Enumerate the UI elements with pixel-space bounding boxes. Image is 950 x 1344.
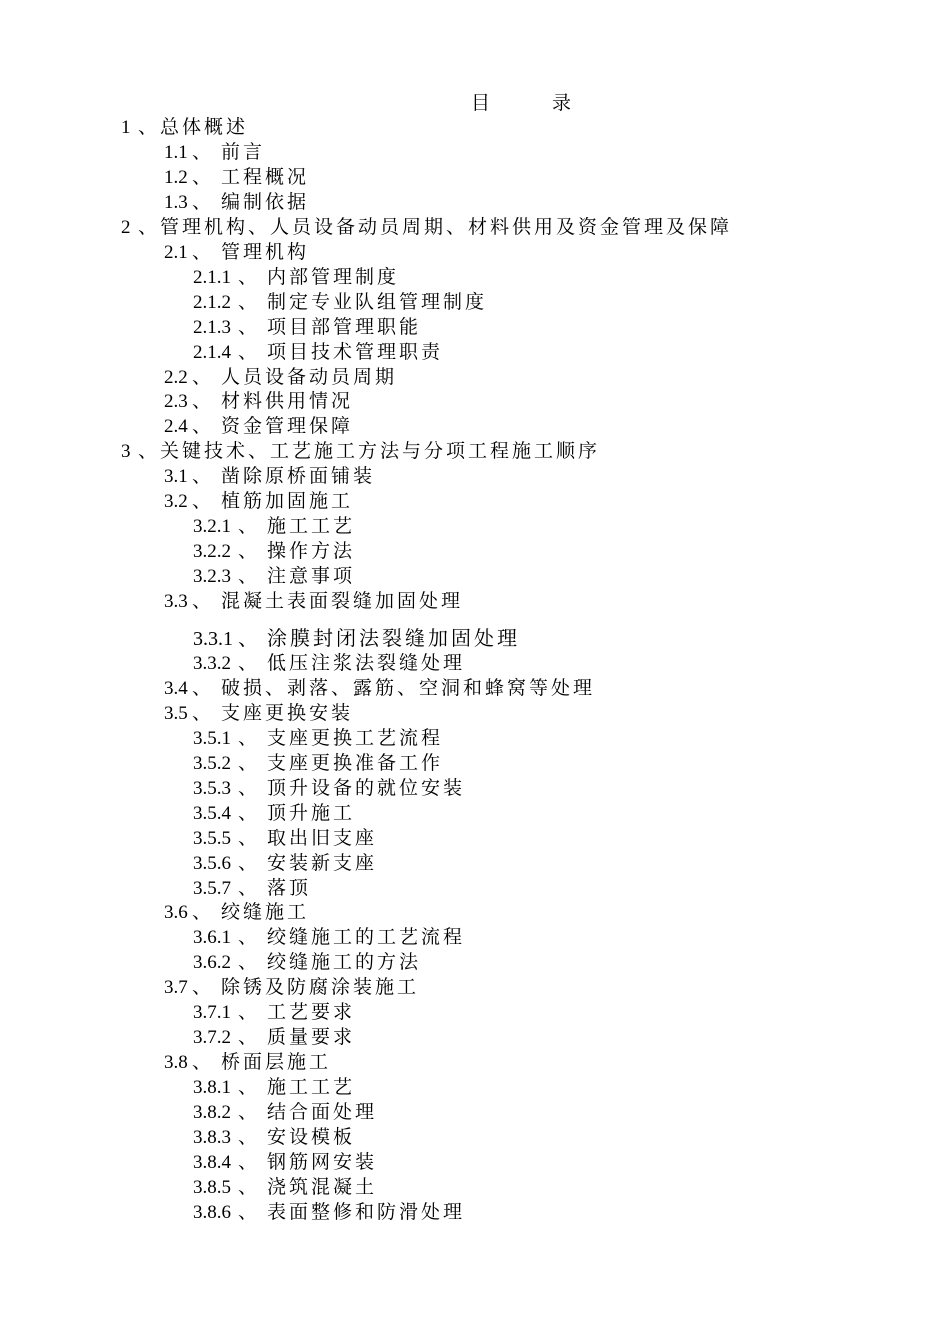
toc-entry-label: 除锈及防腐涂装施工 [221,976,420,998]
toc-entry-label: 低压注浆法裂缝处理 [267,652,466,674]
toc-entry-label: 操作方法 [267,540,356,562]
toc-entry-number: 3.8.4 [193,1152,231,1173]
toc-entry-number: 3.5 [164,703,188,724]
toc-entry-separator: 、 [192,901,212,923]
toc-entry-separator: 、 [238,565,258,587]
toc-entry[interactable] [164,414,353,439]
toc-entry-label: 工程概况 [221,166,310,188]
toc-entry[interactable] [164,240,309,265]
toc-entry-label: 浇筑混凝土 [267,1176,378,1198]
toc-entry-label: 绞缝施工 [221,901,310,923]
toc-entry-number: 2.2 [164,367,188,388]
toc-entry-label: 人员设备动员周期 [221,366,398,388]
toc-entry[interactable] [193,925,465,950]
toc-entry-number: 3.5.2 [193,753,231,774]
toc-entry-label: 项目技术管理职责 [267,341,444,363]
toc-entry-label: 项目部管理职能 [267,316,422,338]
toc-entry-number: 3.6.2 [193,952,231,973]
toc-entry[interactable] [164,676,595,701]
toc-entry-separator: 、 [192,976,212,998]
toc-entry-separator: 、 [238,266,258,288]
toc-entry-number: 2 [121,217,131,238]
toc-entry-label: 钢筋网安装 [267,1151,378,1173]
toc-entry-number: 3.8.5 [193,1177,231,1198]
toc-entry-number: 2.4 [164,416,188,437]
toc-entry[interactable] [193,876,311,901]
toc-entry-separator: 、 [138,216,158,238]
toc-entry-separator: 、 [192,166,212,188]
toc-entry-separator: 、 [238,1151,258,1173]
toc-entry[interactable] [164,140,265,165]
toc-entry-number: 3.2.3 [193,566,231,587]
toc-entry-separator: 、 [238,926,258,948]
toc-entry-separator: 、 [238,652,258,674]
toc-entry[interactable] [193,626,520,651]
toc-entry[interactable] [121,115,248,140]
toc-entry-separator: 、 [192,415,212,437]
toc-entry[interactable] [164,701,353,726]
toc-entry-label: 混凝土表面裂缝加固处理 [221,590,464,612]
toc-entry-separator: 、 [192,241,212,263]
toc-entry[interactable] [193,1075,355,1100]
toc-entry-separator: 、 [138,440,158,462]
toc-entry[interactable] [193,1025,355,1050]
toc-entry-number: 3.3.2 [193,653,231,674]
toc-entry-number: 3.7.1 [193,1002,231,1023]
toc-entry[interactable] [193,1150,377,1175]
toc-entry[interactable] [193,290,487,315]
toc-entry-number: 3.7.2 [193,1027,231,1048]
toc-entry[interactable] [193,651,465,676]
toc-entry-label: 结合面处理 [267,1101,378,1123]
toc-entry[interactable] [121,439,600,464]
toc-entry[interactable] [164,190,309,215]
toc-entry-number: 3.2.2 [193,541,231,562]
toc-entry-separator: 、 [238,1026,258,1048]
toc-entry-number: 3.8.2 [193,1102,231,1123]
toc-entry-label: 资金管理保障 [221,415,354,437]
toc-entry-label: 支座更换工艺流程 [267,727,444,749]
toc-entry-separator: 、 [238,1126,258,1148]
toc-entry-label: 总体概述 [160,116,249,138]
toc-entry[interactable] [164,165,309,190]
toc-entry-number: 3.8.3 [193,1127,231,1148]
toc-entry[interactable] [193,851,377,876]
toc-entry-separator: 、 [238,1101,258,1123]
toc-entry-number: 3.2 [164,491,188,512]
toc-entry[interactable] [164,464,375,489]
toc-entry-separator: 、 [192,490,212,512]
page-title: 目 录 [471,92,600,114]
toc-entry-label: 质量要求 [267,1026,356,1048]
toc-entry-separator: 、 [238,1176,258,1198]
toc-entry-label: 涂膜封闭法裂缝加固处理 [267,626,520,650]
toc-entry-separator: 、 [238,540,258,562]
toc-entry-label: 管理机构、人员设备动员周期、材料供用及资金管理及保障 [160,216,733,238]
toc-entry-separator: 、 [138,116,158,138]
toc-entry-number: 3.2.1 [193,516,231,537]
toc-entry-separator: 、 [192,590,212,612]
toc-entry-label: 表面整修和防滑处理 [267,1201,466,1223]
toc-entry-separator: 、 [192,702,212,724]
toc-entry-number: 1.2 [164,167,188,188]
toc-entry-separator: 、 [238,777,258,799]
toc-entry-label: 支座更换准备工作 [267,752,444,774]
toc-entry-separator: 、 [192,366,212,388]
toc-entry-separator: 、 [192,1051,212,1073]
toc-entry[interactable] [193,265,399,290]
toc-entry-label: 施工工艺 [267,515,356,537]
toc-entry-separator: 、 [238,727,258,749]
toc-entry-separator: 、 [238,626,258,650]
toc-entry-label: 施工工艺 [267,1076,356,1098]
toc-entry-number: 3.5.4 [193,803,231,824]
toc-entry-label: 顶升施工 [267,802,356,824]
toc-entry[interactable] [164,900,309,925]
toc-entry-number: 3.1 [164,466,188,487]
toc-entry[interactable] [193,1125,355,1150]
toc-entry-separator: 、 [238,852,258,874]
toc-entry-number: 3 [121,441,131,462]
toc-entry[interactable] [193,1175,377,1200]
toc-entry-label: 安设模板 [267,1126,356,1148]
toc-entry[interactable] [193,514,355,539]
toc-entry[interactable] [193,564,355,589]
toc-entry-separator: 、 [238,515,258,537]
toc-entry[interactable] [193,826,377,851]
toc-entry-separator: 、 [238,827,258,849]
toc-entry[interactable] [193,539,355,564]
toc-entry-label: 绞缝施工的工艺流程 [267,926,466,948]
toc-entry[interactable] [164,489,353,514]
toc-entry-separator: 、 [192,390,212,412]
toc-entry-separator: 、 [192,677,212,699]
toc-entry-number: 3.8.6 [193,1202,231,1223]
toc-entry-number: 3.6 [164,902,188,923]
toc-entry-label: 制定专业队组管理制度 [267,291,488,313]
toc-entry-number: 1 [121,117,131,138]
toc-entry-number: 3.5.1 [193,728,231,749]
toc-entry-label: 编制依据 [221,191,310,213]
toc-entry-label: 内部管理制度 [267,266,400,288]
toc-entry-label: 关键技术、工艺施工方法与分项工程施工顺序 [160,440,601,462]
toc-entry-separator: 、 [238,341,258,363]
toc-entry-number: 3.5.3 [193,778,231,799]
toc-entry-separator: 、 [192,191,212,213]
toc-entry-separator: 、 [238,951,258,973]
toc-entry[interactable] [193,776,465,801]
toc-entry-label: 前言 [221,141,266,163]
toc-entry-label: 取出旧支座 [267,827,378,849]
toc-entry-label: 绞缝施工的方法 [267,951,422,973]
toc-entry-separator: 、 [238,877,258,899]
toc-entry-number: 1.1 [164,142,188,163]
toc-entry-number: 3.7 [164,977,188,998]
toc-entry[interactable] [193,1000,355,1025]
toc-entry-number: 3.4 [164,678,188,699]
toc-entry[interactable] [193,340,443,365]
toc-entry-number: 2.3 [164,391,188,412]
toc-entry-label: 植筋加固施工 [221,490,354,512]
toc-entry[interactable] [164,1050,331,1075]
toc-entry[interactable] [193,315,421,340]
toc-entry-label: 落顶 [267,877,312,899]
toc-entry-number: 3.3 [164,591,188,612]
toc-entry-number: 1.3 [164,192,188,213]
toc-entry-label: 注意事项 [267,565,356,587]
toc-entry-label: 安装新支座 [267,852,378,874]
toc-entry[interactable] [164,589,463,614]
toc-entry-number: 2.1 [164,242,188,263]
toc-entry-label: 顶升设备的就位安装 [267,777,466,799]
toc-entry[interactable] [193,801,355,826]
toc-entry-number: 3.3.1 [193,628,233,650]
toc-entry-number: 2.1.4 [193,342,231,363]
toc-entry-label: 材料供用情况 [221,390,354,412]
toc-entry-separator: 、 [238,1076,258,1098]
toc-entry[interactable] [164,975,419,1000]
toc-entry[interactable] [121,215,732,240]
toc-entry[interactable] [193,751,443,776]
toc-entry-separator: 、 [238,1201,258,1223]
toc-entry-label: 桥面层施工 [221,1051,332,1073]
toc-entry-number: 2.1.2 [193,292,231,313]
toc-entry-separator: 、 [192,141,212,163]
toc-entry-number: 3.5.5 [193,828,231,849]
toc-entry-label: 支座更换安装 [221,702,354,724]
toc-entry-number: 3.5.6 [193,853,231,874]
toc-entry[interactable] [193,950,421,975]
toc-entry[interactable] [193,1200,465,1225]
toc-entry-number: 3.8 [164,1052,188,1073]
toc-entry-separator: 、 [238,1001,258,1023]
toc-entry[interactable] [193,726,443,751]
toc-entry-number: 3.6.1 [193,927,231,948]
toc-entry-separator: 、 [238,291,258,313]
toc-entry-label: 凿除原桥面铺装 [221,465,376,487]
toc-entry-label: 破损、剥落、露筋、空洞和蜂窝等处理 [221,677,596,699]
toc-entry-separator: 、 [238,752,258,774]
toc-entry-separator: 、 [192,465,212,487]
toc-entry-number: 3.5.7 [193,878,231,899]
toc-entry[interactable] [193,1100,377,1125]
toc-entry[interactable] [164,389,353,414]
toc-entry[interactable] [164,365,397,390]
toc-entry-label: 工艺要求 [267,1001,356,1023]
toc-entry-number: 3.8.1 [193,1077,231,1098]
toc-entry-separator: 、 [238,316,258,338]
toc-entry-separator: 、 [238,802,258,824]
toc-entry-number: 2.1.1 [193,267,231,288]
toc-entry-label: 管理机构 [221,241,310,263]
toc-entry-number: 2.1.3 [193,317,231,338]
